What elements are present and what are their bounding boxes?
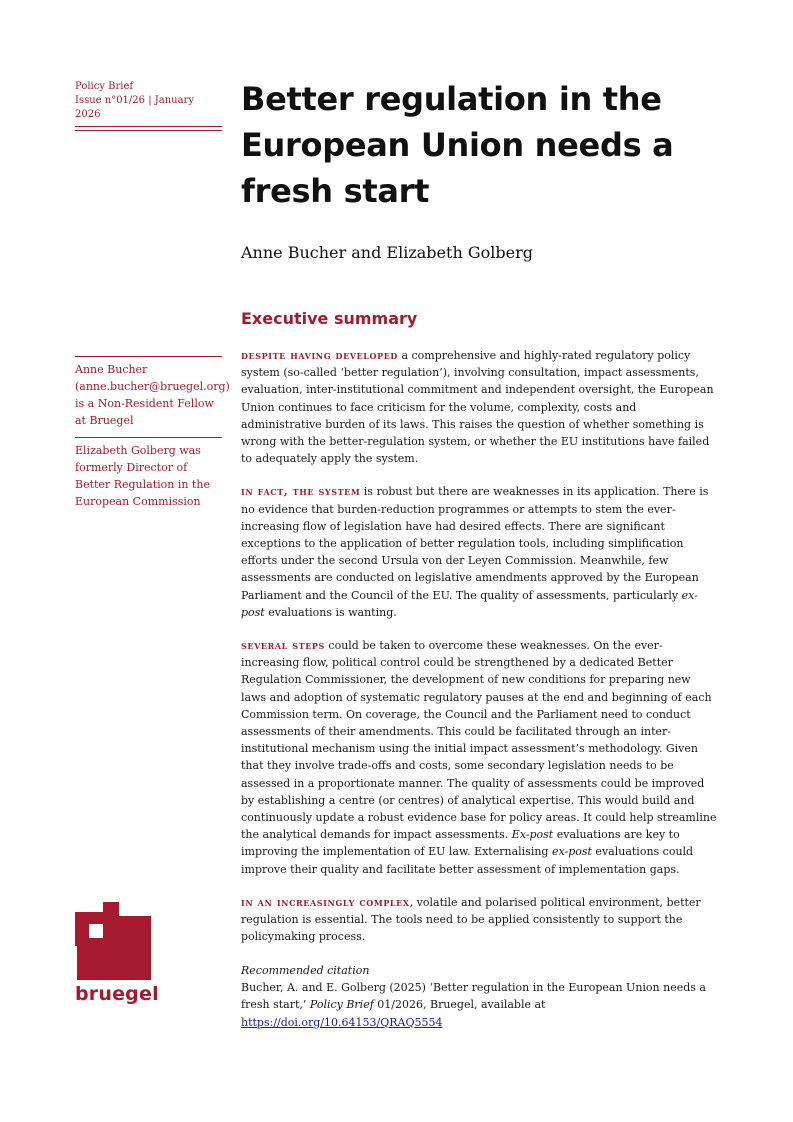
paragraph-italic: ex-post: [551, 845, 592, 859]
paragraph-text: is robust but there are weaknesses in its application. There is no evidence that burden-reduction programmes or attempts to stem the ever-increasing flow of legislation have had desired effects. There are significant exceptions to the application of better regulation tools, including simplification efforts under the second Ursula von der Leyen Commission. Meanwhile, few assessments are conducted on legislative amendments approved by the European Parliament and the Council of the EU. The quality of assessments, particularly: [241, 485, 709, 602]
author-note-golberg: Elizabeth Golberg was formerly Director of Better Regulation in the European Commission: [75, 437, 222, 518]
citation-doi-link[interactable]: https://doi.org/10.64153/QRAQ5554: [241, 1015, 443, 1029]
summary-paragraph-3: [241, 637, 719, 878]
author-notes: [75, 356, 230, 518]
paragraph-italic: ex-post: [241, 588, 698, 619]
summary-paragraph-1: [241, 347, 719, 467]
paragraph-lead: several steps: [241, 639, 325, 653]
citation-text-part: 01/2026, Bruegel, available at: [373, 998, 546, 1012]
citation-heading: Recommended citation: [241, 964, 370, 977]
author-note-bucher: Anne Bucher (anne.bucher@bruegel.org) is a Non-Resident Fellow at Bruegel: [75, 356, 222, 437]
summary-paragraph-2: [241, 483, 719, 621]
brief-header: [75, 80, 222, 131]
brief-type: Policy Brief: [75, 81, 134, 92]
executive-summary-heading: Executive summary: [241, 309, 418, 328]
brief-issue: Issue n°01/26 | January 2026: [75, 95, 194, 120]
paragraph-lead: in an increasingly complex: [241, 895, 410, 909]
executive-summary: [241, 347, 719, 962]
paragraph-text: a comprehensive and highly-rated regulatory policy system (so-called ‘better regulation’), involving consultation, impact assessments, evaluation, inter-institutional commitment and independent oversight, the European Union continues to face criticism for the volume, complexity, costs and administrative burden of its laws. This raises the question of whether something is wrong with the better-regulation system, or whether the EU institutions have failed to adequately apply the system.: [241, 349, 714, 466]
authors: Anne Bucher and Elizabeth Golberg: [241, 243, 533, 262]
paragraph-lead: in fact, the system: [241, 485, 361, 499]
citation-text: [241, 979, 721, 1031]
logo-text: bruegel: [75, 983, 159, 1005]
page-title: Better regulation in the European Union needs a fresh start: [241, 80, 674, 210]
paragraph-text: evaluations could improve their quality and facilitate better assessment of implementation gaps.: [241, 845, 694, 876]
citation-italic: Policy Brief: [309, 998, 374, 1012]
summary-paragraph-4: [241, 894, 719, 946]
paragraph-text: evaluations is wanting.: [264, 605, 397, 619]
citation-text-part: Bucher, A. and E. Golberg (2025) ‘Better regulation in the European Union needs a fresh start,’: [241, 981, 706, 1012]
header-divider: [75, 126, 222, 131]
paragraph-text: could be taken to overcome these weaknesses. On the ever-increasing flow, political control could be strengthened by a dedicated Better Regulation Commissioner, the development of new conditions for preparing new laws and adoption of systematic regulatory pauses at the end and beginning of each Commission term. On coverage, the Council and the Parliament need to conduct assessments of their amendments. This could be facilitated through an inter-institutional mechanism using the initial impact assessment’s methodology. Given that they involve trade-offs and costs, some secondary legislation needs to be assessed in a proportionate manner. The quality of assessments could be improved by establishing a centre (or centres) of analytical expertise. This would build and continuously update a robust evidence base for policy areas. It could help streamline the analytical demands for impact assessments.: [241, 639, 717, 842]
paragraph-text: evaluations are key to improving the implementation of EU law. Externalising: [241, 828, 680, 859]
paragraph-italic: Ex-post: [511, 828, 554, 842]
paragraph-text: , volatile and polarised political environment, better regulation is essential. The tools need to be applied consistently to support the policymaking process.: [241, 895, 701, 944]
recommended-citation: [241, 962, 721, 1031]
paragraph-lead: despite having developed: [241, 349, 398, 362]
